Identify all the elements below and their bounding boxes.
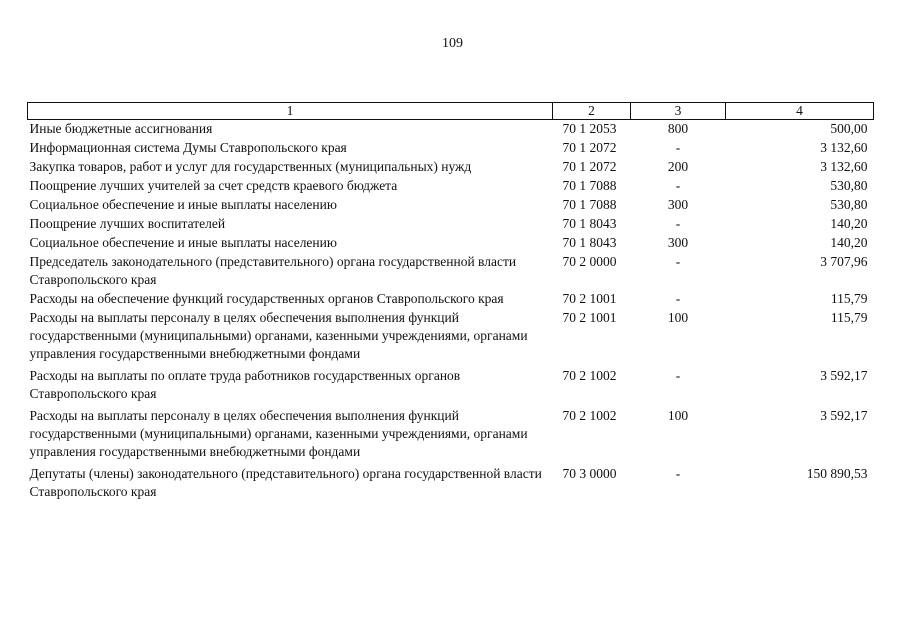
item-name: Председатель законодательного (представительного) органа государственной власти Ставропольского края (29, 254, 517, 287)
item-name: Депутаты (члены) законодательного (представительного) органа государственной власти Ставропольского края (29, 466, 542, 499)
amount-value: 530,80 (830, 197, 868, 212)
item-name: Расходы на выплаты по оплате труда работников государственных органов Ставропольского края (29, 368, 461, 401)
table-row (28, 158, 874, 177)
expense-type-code: - (675, 140, 681, 155)
budget-table (27, 102, 874, 502)
target-article-code: 70 3 0000 (562, 466, 617, 481)
target-article-code: 70 2 1002 (562, 368, 617, 383)
column-header-4: 4 (726, 103, 874, 120)
expense-type-code: - (675, 254, 681, 269)
table-row (28, 465, 874, 502)
table-row (28, 407, 874, 465)
table-row (28, 215, 874, 234)
table-row (28, 177, 874, 196)
target-article-code: 70 2 1002 (562, 408, 617, 423)
target-article-code: 70 1 2072 (562, 159, 617, 174)
page-number: 109 (442, 36, 463, 51)
expense-type-code: - (675, 466, 681, 481)
amount-value: 140,20 (830, 235, 868, 250)
target-article-code: 70 2 1001 (562, 291, 617, 306)
amount-value: 150 890,53 (806, 466, 868, 481)
item-name: Расходы на выплаты персоналу в целях обеспечения выполнения функций государственными (муниципальными) органами, казенными учреждениями, органами управления государственными внебюджетными фондами (29, 310, 528, 361)
item-name: Поощрение лучших учителей за счет средств краевого бюджета (29, 178, 398, 193)
item-name: Закупка товаров, работ и услуг для государственных (муниципальных) нужд (29, 159, 472, 174)
column-header-3: 3 (631, 103, 726, 120)
target-article-code: 70 1 8043 (562, 216, 617, 231)
expense-type-code: 800 (667, 121, 689, 136)
table-row (28, 290, 874, 309)
expense-type-code: - (675, 368, 681, 383)
table-row (28, 253, 874, 290)
target-article-code: 70 1 7088 (562, 197, 617, 212)
target-article-code: 70 2 1001 (562, 310, 617, 325)
expense-type-code: - (675, 291, 681, 306)
expense-type-code: 300 (667, 235, 689, 250)
target-article-code: 70 2 0000 (562, 254, 617, 269)
item-name: Поощрение лучших воспитателей (29, 216, 226, 231)
table-row (28, 234, 874, 253)
item-name: Расходы на обеспечение функций государственных органов Ставропольского края (29, 291, 504, 306)
item-name: Иные бюджетные ассигнования (29, 121, 213, 136)
item-name: Социальное обеспечение и иные выплаты населению (29, 197, 337, 212)
expense-type-code: 200 (667, 159, 689, 174)
expense-type-code: - (675, 216, 681, 231)
table-row (28, 139, 874, 158)
item-name: Информационная система Думы Ставропольского края (29, 140, 347, 155)
target-article-code: 70 1 2072 (562, 140, 617, 155)
amount-value: 140,20 (830, 216, 868, 231)
table-row (28, 196, 874, 215)
target-article-code: 70 1 8043 (562, 235, 617, 250)
target-article-code: 70 1 7088 (562, 178, 617, 193)
amount-value: 3 592,17 (820, 408, 868, 423)
amount-value: 3 707,96 (820, 254, 868, 269)
table-row (28, 309, 874, 367)
amount-value: 530,80 (830, 178, 868, 193)
target-article-code: 70 1 2053 (562, 121, 617, 136)
item-name: Социальное обеспечение и иные выплаты населению (29, 235, 337, 250)
expense-type-code: 300 (667, 197, 689, 212)
amount-value: 3 592,17 (820, 368, 868, 383)
expense-type-code: 100 (667, 310, 689, 325)
amount-value: 500,00 (830, 121, 868, 136)
item-name: Расходы на выплаты персоналу в целях обеспечения выполнения функций государственными (муниципальными) органами, казенными учреждениями, органами управления государственными внебюджетными фондами (29, 408, 528, 459)
amount-value: 115,79 (830, 291, 868, 306)
amount-value: 3 132,60 (820, 140, 868, 155)
column-header-2: 2 (553, 103, 631, 120)
table-header-row (28, 103, 874, 120)
amount-value: 3 132,60 (820, 159, 868, 174)
table-row (28, 120, 874, 140)
column-header-1: 1 (28, 103, 553, 120)
amount-value: 115,79 (830, 310, 868, 325)
expense-type-code: 100 (667, 408, 689, 423)
expense-type-code: - (675, 178, 681, 193)
table-row (28, 367, 874, 407)
